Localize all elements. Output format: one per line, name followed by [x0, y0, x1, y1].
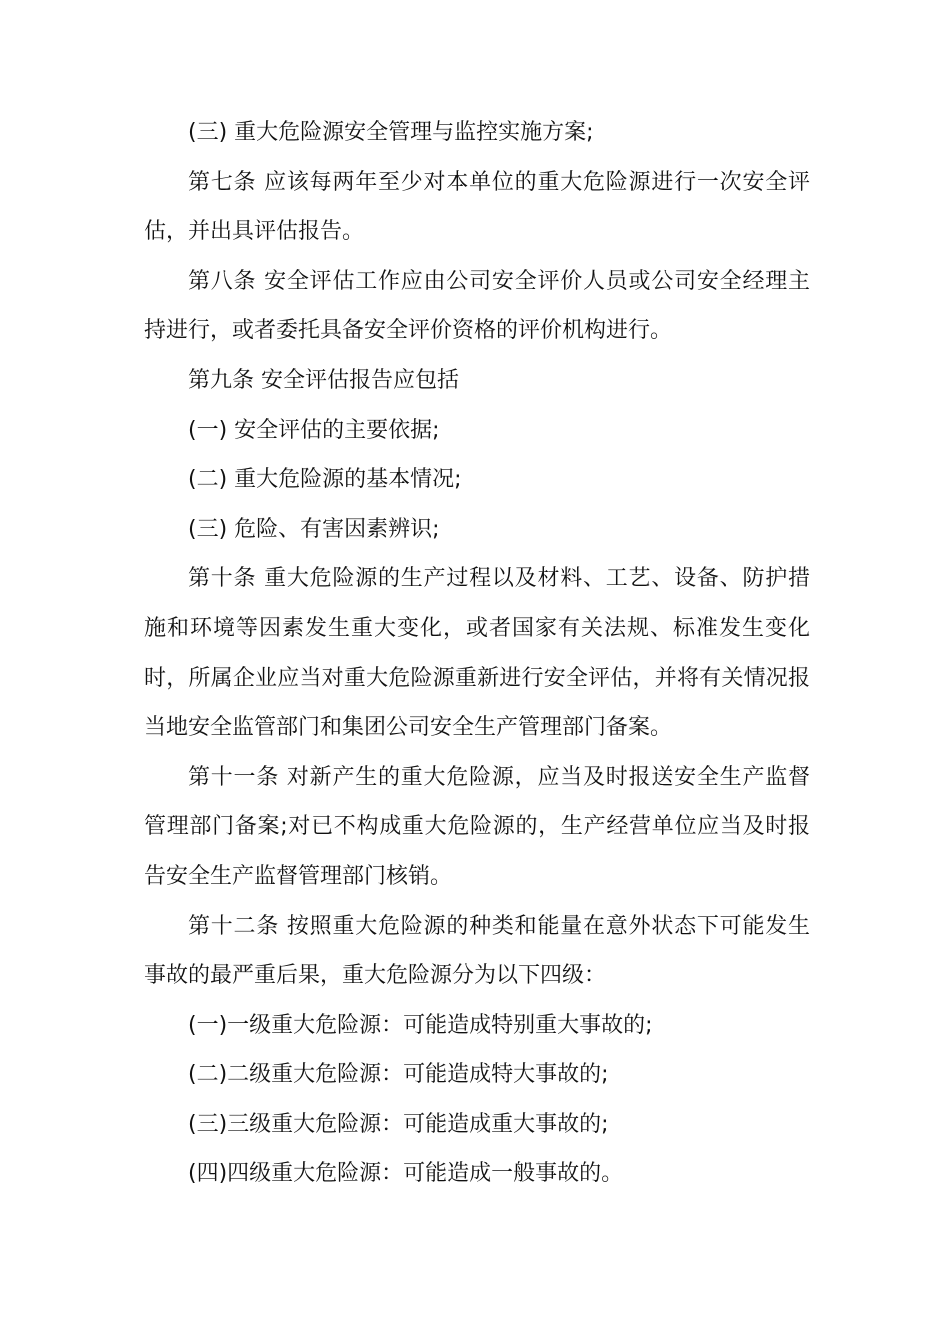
document-page — [144, 108, 810, 1199]
article-9: 第九条 安全评估报告应包括 — [188, 367, 459, 393]
article-12: 第十二条 按照重大危险源的种类和能量在意外状态下可能发生事故的最严重后果，重大危险源分为以下四级： — [144, 913, 810, 989]
clause-3-monitoring-plan: (三) 重大危险源安全管理与监控实施方案; — [188, 120, 594, 145]
article-10: 第十条 重大危险源的生产过程以及材料、工艺、设备、防护措施和环境等因素发生重大变化，或者国家有关法规、标准发生变化时，所属企业应当对重大危险源重新进行安全评估，并将有关情况报当地安全监管部门和集团公司安全生产管理部门备案。 — [144, 566, 810, 741]
hazard-level-3: (三)三级重大危险源：可能造成重大事故的; — [188, 1111, 609, 1137]
article-9-item-1: (一) 安全评估的主要依据; — [188, 417, 440, 443]
article-7: 第七条 应该每两年至少对本单位的重大危险源进行一次安全评估，并出具评估报告。 — [144, 169, 810, 245]
article-8: 第八条 安全评估工作应由公司安全评价人员或公司安全经理主持进行，或者委托具备安全评价资格的评价机构进行。 — [144, 268, 810, 344]
hazard-level-1: (一)一级重大危险源：可能造成特别重大事故的; — [188, 1012, 653, 1038]
article-9-item-2: (二) 重大危险源的基本情况; — [188, 467, 462, 493]
hazard-level-2: (二)二级重大危险源：可能造成特大事故的; — [188, 1062, 609, 1088]
article-11: 第十一条 对新产生的重大危险源，应当及时报送安全生产监督管理部门备案;对已不构成重大危险源的，生产经营单位应当及时报告安全生产监督管理部门核销。 — [144, 764, 810, 889]
article-9-item-3: (三) 危险、有害因素辨识; — [188, 516, 440, 542]
hazard-level-4: (四)四级重大危险源：可能造成一般事故的。 — [188, 1161, 624, 1187]
